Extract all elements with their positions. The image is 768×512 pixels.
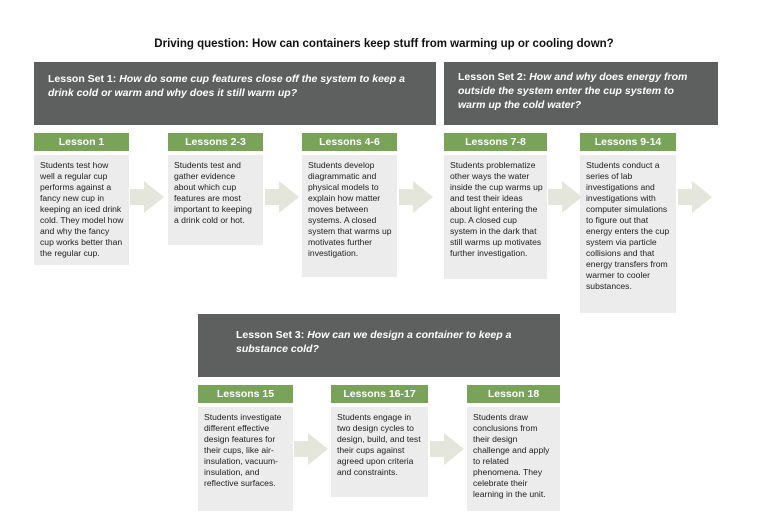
lesson-title: Lessons 2-3 (168, 133, 263, 151)
lesson-title: Lesson 18 (467, 385, 560, 403)
lesson-set-question: How do some cup features close off the system to keep a drink cold or warm and why does it still warm up? (48, 73, 405, 100)
lesson-title: Lesson 1 (34, 133, 129, 151)
flow-arrow (548, 181, 582, 213)
lesson-card-3 (302, 133, 397, 277)
lesson-set-2-bar (444, 62, 718, 125)
lesson-set-question: How and why does energy from outside the system enter the cup system to warm up the cold water? (458, 71, 688, 112)
lesson-set-1-bar (34, 62, 436, 125)
flow-arrow (399, 181, 433, 213)
lesson-title: Lessons 16-17 (331, 385, 428, 403)
lesson-description: Students test how well a regular cup performs against a fancy new cup in keeping an iced drink cold. They model how and why the fancy cup works better than the regular cup. (34, 155, 129, 265)
flow-arrow (294, 433, 328, 465)
lesson-description: Students investigate different effective design features for their cups, like air-insulation, vacuum-insulation, and reflective surfaces. (198, 407, 293, 511)
lesson-description: Students conduct a series of lab investigations and investigations with computer simulations to figure out that energy enters the cup system via particle collisions and that energy transfers from warmer to cooler substances. (580, 155, 676, 313)
lesson-card-8 (467, 385, 560, 511)
flow-arrow (130, 181, 164, 213)
lesson-card-6 (198, 385, 293, 511)
lesson-set-label: Lesson Set 1: (48, 73, 117, 85)
lesson-card-7 (331, 385, 428, 497)
driving-question: Driving question: How can containers keep stuff from warming up or cooling down? (154, 38, 614, 50)
lesson-title: Lessons 15 (198, 385, 293, 403)
lesson-description: Students test and gather evidence about which cup features are most important to keeping a drink cold or hot. (168, 155, 263, 245)
lesson-description: Students draw conclusions from their design challenge and apply to related phenomena. They celebrate their learning in the unit. (467, 407, 560, 511)
lesson-set-3-bar (198, 314, 560, 377)
flow-arrow (678, 181, 712, 213)
flow-arrow (265, 181, 299, 213)
flow-arrow (430, 433, 464, 465)
lesson-description: Students problematize other ways the water inside the cup warms up and test their ideas about light entering the cup. A closed cup system in the dark that still warms up motivates further investigation. (444, 155, 547, 279)
lesson-card-1 (34, 133, 129, 265)
lesson-card-4 (444, 133, 547, 279)
lesson-set-question: How can we design a container to keep a substance cold? (236, 329, 512, 356)
lesson-card-5 (580, 133, 676, 313)
lesson-title: Lessons 4-6 (302, 133, 397, 151)
lesson-set-label: Lesson Set 2: (458, 71, 527, 83)
lesson-card-2 (168, 133, 263, 245)
lesson-description: Students develop diagrammatic and physical models to explain how matter moves between systems. A closed system that warms up motivates further investigation. (302, 155, 397, 277)
lesson-set-label: Lesson Set 3: (236, 329, 305, 341)
lesson-description: Students engage in two design cycles to design, build, and test their cups against agreed upon criteria and constraints. (331, 407, 428, 497)
lesson-title: Lessons 9-14 (580, 133, 676, 151)
lesson-title: Lessons 7-8 (444, 133, 547, 151)
